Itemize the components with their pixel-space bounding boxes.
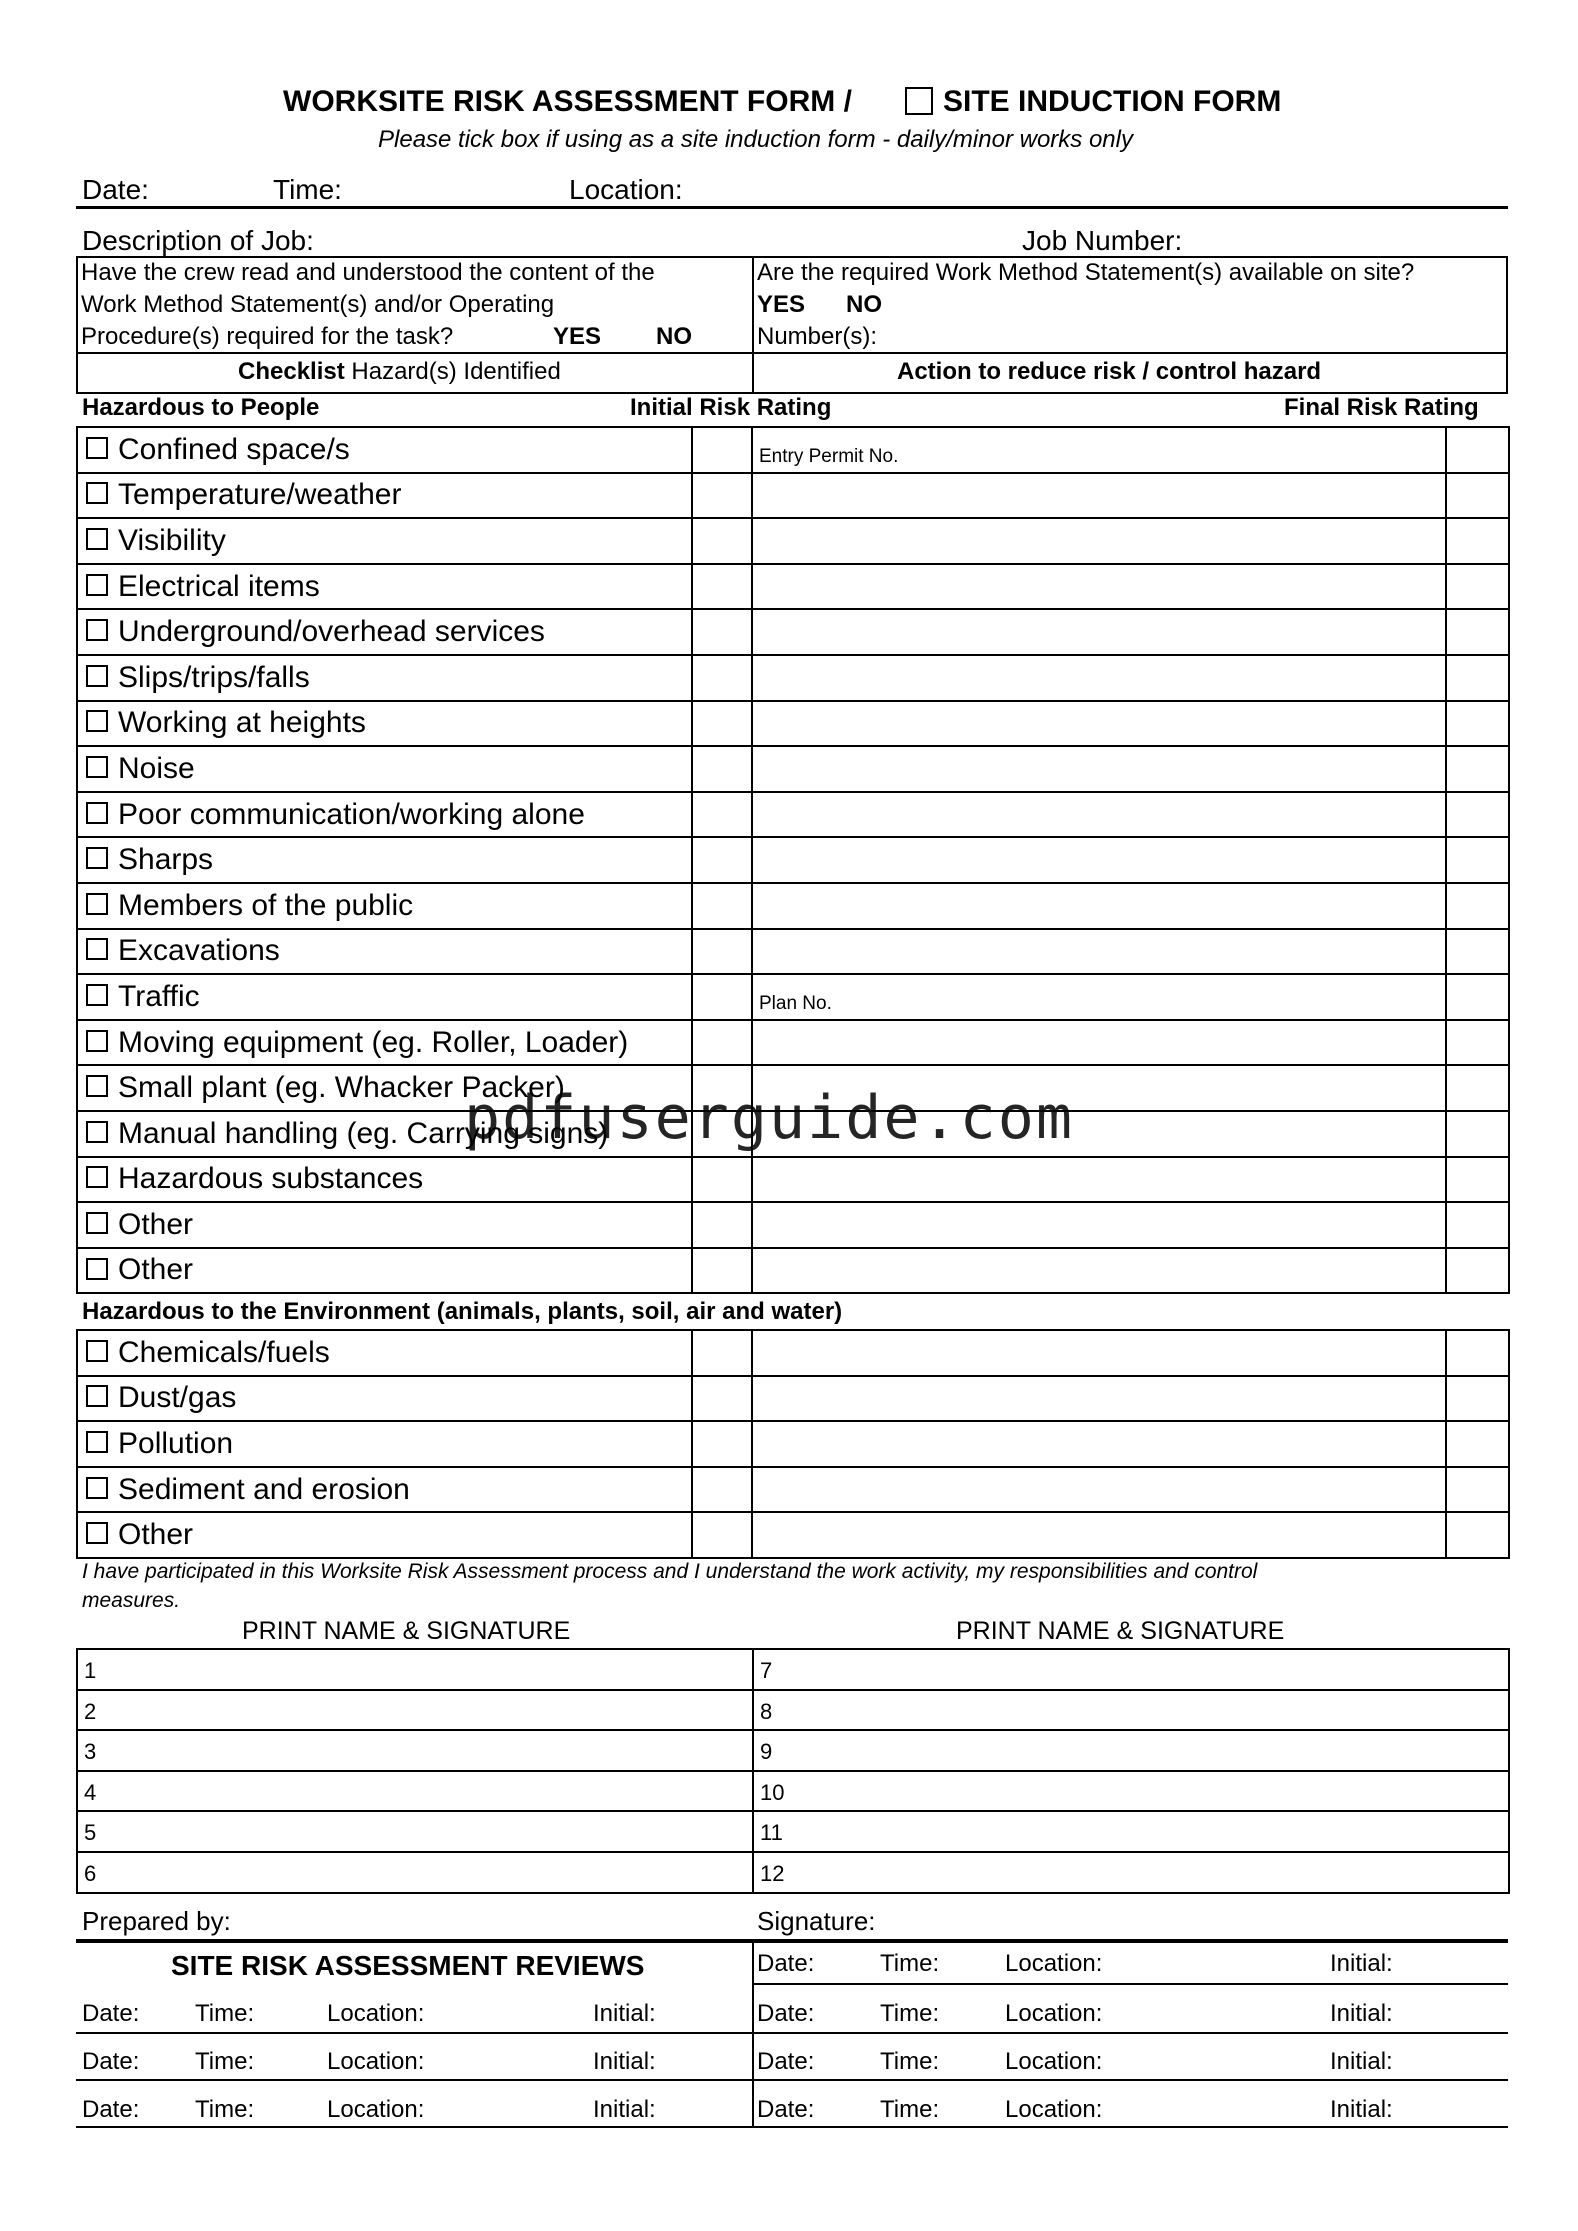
signature-number: 6 [84,1860,97,1886]
review-date-label: Date: [757,2096,815,2123]
env-hazard-checkbox[interactable] [86,1431,108,1453]
env-hazard-checkbox[interactable] [86,1340,108,1362]
review-date-label: Date: [757,2000,815,2027]
signature-row [77,1730,1509,1771]
final-risk-cell[interactable] [1446,609,1509,655]
initial-risk-cell[interactable] [692,655,752,701]
hazard-row [77,746,1509,792]
initial-risk-cell[interactable] [692,427,752,473]
action-cell[interactable] [752,1421,1446,1467]
action-cell[interactable] [752,746,1446,792]
declaration-line-1: I have participated in this Worksite Risk Assessment process and I understand the work activity, my responsibilities and control [82,1560,1258,1583]
action-cell[interactable] [752,974,1446,1020]
env-hazard-label-cell [77,1512,692,1558]
final-risk-cell[interactable] [1446,883,1509,929]
env-hazard-row [77,1376,1509,1422]
hazard-label: Manual handling (eg. Carrying signs) [118,1116,609,1150]
action-cell[interactable] [752,929,1446,975]
initial-risk-cell[interactable] [692,473,752,519]
hazard-checkbox[interactable] [86,938,108,960]
action-cell[interactable] [752,837,1446,883]
crew-no-option[interactable]: NO [656,323,692,350]
action-cell[interactable] [752,883,1446,929]
signature-cell-right[interactable] [753,1649,1509,1690]
action-note: Plan No. [759,993,832,1015]
hazard-checkbox[interactable] [86,437,108,459]
hazard-row [77,1157,1509,1203]
final-risk-cell[interactable] [1446,473,1509,519]
env-hazard-row [77,1330,1509,1376]
final-risk-cell[interactable] [1446,792,1509,838]
declaration-line-2: measures. [82,1589,181,1612]
hazard-label: Visibility [118,523,226,557]
action-cell[interactable] [752,473,1446,519]
hazard-label: Noise [118,751,195,785]
initial-risk-cell[interactable] [692,837,752,883]
time-label: Time: [273,174,342,205]
initial-risk-rating-label: Initial Risk Rating [630,394,832,421]
final-risk-cell[interactable] [1446,1202,1509,1248]
final-risk-cell[interactable] [1446,518,1509,564]
signature-cell-right[interactable] [753,1771,1509,1812]
env-hazard-label: Sediment and erosion [118,1472,410,1506]
final-risk-cell[interactable] [1446,1065,1509,1111]
hazard-row [77,701,1509,747]
hazard-checkbox[interactable] [86,984,108,1006]
print-name-left-label: PRINT NAME & SIGNATURE [242,1617,571,1645]
form-title-left: WORKSITE RISK ASSESSMENT FORM / [283,85,852,118]
initial-risk-cell[interactable] [692,1330,752,1376]
hazard-row [77,427,1509,473]
final-risk-cell[interactable] [1446,1421,1509,1467]
signature-number: 10 [760,1779,785,1805]
action-note: Entry Permit No. [759,446,899,467]
review-initial-label: Initial: [593,2000,656,2027]
hazard-label: Confined space/s [118,432,350,466]
env-hazard-checkbox[interactable] [86,1385,108,1407]
action-cell[interactable] [752,655,1446,701]
hazard-row [77,1202,1509,1248]
signature-number: 11 [760,1820,783,1846]
env-hazard-checkbox[interactable] [86,1522,108,1544]
final-risk-cell[interactable] [1446,655,1509,701]
people-hazards-table [76,426,1510,1294]
signature-number: 12 [760,1860,785,1886]
hazard-checkbox[interactable] [86,528,108,550]
final-risk-cell[interactable] [1446,1467,1509,1513]
final-risk-cell[interactable] [1446,701,1509,747]
hazard-label: Working at heights [118,706,366,740]
signature-cell-right[interactable] [753,1852,1509,1893]
initial-risk-cell[interactable] [692,1376,752,1422]
hazard-row [77,1248,1509,1294]
review-initial-label: Initial: [1330,2000,1393,2027]
wms-no-option[interactable]: NO [846,291,882,318]
hazard-label: Poor communication/working alone [118,797,585,831]
wms-question: Are the required Work Method Statement(s) available on site? [757,259,1415,286]
action-cell[interactable] [752,1376,1446,1422]
hazard-checkbox[interactable] [86,665,108,687]
review-time-label: Time: [880,2000,940,2027]
hazard-checkbox[interactable] [86,1212,108,1234]
review-time-label: Time: [195,2096,255,2123]
divider [76,1939,1508,1943]
hazard-row [77,974,1509,1020]
hazard-label-cell [77,655,692,701]
review-location-label: Location: [1005,2096,1103,2123]
signature-number: 8 [760,1698,773,1724]
crew-question-line-3: Procedure(s) required for the task? [81,323,454,350]
checklist-header-bold: Checklist [238,358,345,385]
review-time-label: Time: [880,2048,940,2075]
action-cell[interactable] [752,564,1446,610]
initial-risk-cell[interactable] [692,974,752,1020]
review-location-label: Location: [1005,1950,1103,1977]
initial-risk-cell[interactable] [692,1421,752,1467]
hazard-label-cell [77,701,692,747]
divider [76,2126,1508,2128]
crew-yes-option[interactable]: YES [553,323,602,350]
divider [76,206,1508,209]
review-initial-label: Initial: [1330,2096,1393,2123]
hazard-checkbox[interactable] [86,710,108,732]
site-induction-checkbox[interactable] [905,87,933,115]
hazard-label-cell [77,974,692,1020]
print-name-right-label: PRINT NAME & SIGNATURE [956,1617,1285,1645]
hazard-checkbox[interactable] [86,802,108,824]
final-risk-cell[interactable] [1446,1330,1509,1376]
signature-cell-left[interactable] [77,1730,753,1771]
env-hazard-row [77,1421,1509,1467]
review-location-label: Location: [327,2096,425,2123]
action-cell[interactable] [752,1202,1446,1248]
divider [752,1983,1508,1985]
action-cell[interactable] [752,1248,1446,1294]
signature-number: 4 [84,1779,97,1805]
initial-risk-cell[interactable] [692,1157,752,1203]
initial-risk-cell[interactable] [692,1020,752,1066]
hazard-label-cell [77,473,692,519]
review-location-label: Location: [327,2048,425,2075]
hazard-checkbox[interactable] [86,1258,108,1280]
hazard-label: Sharps [118,843,214,877]
action-cell[interactable] [752,1467,1446,1513]
hazard-label-cell [77,1020,692,1066]
signature-row [77,1771,1509,1812]
hazard-label: Members of the public [118,888,414,922]
signature-number: 3 [84,1739,97,1765]
hazard-checkbox[interactable] [86,1030,108,1052]
signature-number: 9 [760,1739,773,1765]
review-initial-label: Initial: [593,2048,656,2075]
initial-risk-cell[interactable] [692,792,752,838]
hazard-label-cell [77,1248,692,1294]
hazard-label: Other [118,1207,194,1241]
reviews-title: SITE RISK ASSESSMENT REVIEWS [171,1950,645,1981]
environment-hazards-table [76,1329,1510,1559]
review-date-label: Date: [82,2096,140,2123]
review-date-label: Date: [757,1950,815,1977]
action-cell[interactable] [752,1157,1446,1203]
review-time-label: Time: [195,2048,255,2075]
signature-row [77,1649,1509,1690]
hazard-row [77,792,1509,838]
hazard-label: Traffic [118,979,200,1013]
hazard-checkbox[interactable] [86,756,108,778]
action-cell[interactable] [752,1512,1446,1558]
action-header: Action to reduce risk / control hazard [897,358,1322,385]
hazard-label-cell [77,883,692,929]
review-initial-label: Initial: [1330,1950,1393,1977]
env-hazard-label: Dust/gas [118,1381,237,1415]
final-risk-cell[interactable] [1446,746,1509,792]
hazard-label: Other [118,1253,194,1287]
numbers-label: Number(s): [757,323,878,350]
review-date-label: Date: [82,2048,140,2075]
review-time-label: Time: [195,2000,255,2027]
initial-risk-cell[interactable] [692,564,752,610]
signature-row [77,1811,1509,1852]
hazard-checkbox[interactable] [86,893,108,915]
env-hazard-row [77,1467,1509,1513]
signature-label: Signature: [757,1906,876,1936]
signature-cell-right[interactable] [753,1690,1509,1731]
location-label: Location: [569,174,683,205]
form-subtitle: Please tick box if using as a site induction form - daily/minor works only [378,126,1133,153]
env-hazard-row [77,1512,1509,1558]
hazard-row [77,655,1509,701]
env-hazard-checkbox[interactable] [86,1477,108,1499]
job-number-label: Job Number: [1022,225,1183,256]
initial-risk-cell[interactable] [692,1202,752,1248]
final-risk-cell[interactable] [1446,1157,1509,1203]
prepared-by-label: Prepared by: [82,1906,231,1936]
form-title-right: SITE INDUCTION FORM [943,85,1282,118]
env-hazard-label: Pollution [118,1426,234,1460]
signature-number: 5 [84,1820,97,1846]
hazard-label-cell [77,837,692,883]
action-cell[interactable] [752,1330,1446,1376]
hazard-row [77,518,1509,564]
final-risk-cell[interactable] [1446,427,1509,473]
initial-risk-cell[interactable] [692,609,752,655]
signature-number: 1 [84,1658,97,1683]
initial-risk-cell[interactable] [692,518,752,564]
review-location-label: Location: [1005,2048,1103,2075]
hazard-label-cell [77,518,692,564]
hazard-label: Underground/overhead services [118,615,545,649]
review-date-label: Date: [82,2000,140,2027]
hazard-label: Electrical items [118,569,320,603]
hazard-row [77,883,1509,929]
hazard-label: Hazardous substances [118,1162,424,1196]
hazard-row [77,609,1509,655]
people-section-heading: Hazardous to People [82,394,320,421]
hazard-label: Moving equipment (eg. Roller, Loader) [118,1025,629,1059]
date-label: Date: [82,174,149,205]
hazard-checkbox[interactable] [86,1121,108,1143]
signature-cell-left[interactable] [77,1852,753,1893]
hazard-row [77,837,1509,883]
hazard-row [77,473,1509,519]
env-hazard-label: Chemicals/fuels [118,1335,330,1369]
initial-risk-cell[interactable] [692,883,752,929]
hazard-label-cell [77,609,692,655]
hazard-label-cell [77,564,692,610]
final-risk-cell[interactable] [1446,1248,1509,1294]
divider [76,2032,1508,2034]
hazard-label-cell [77,746,692,792]
review-time-label: Time: [880,2096,940,2123]
crew-question-line-2: Work Method Statement(s) and/or Operating [81,291,555,318]
hazard-checkbox[interactable] [86,1075,108,1097]
env-hazard-label-cell [77,1467,692,1513]
signature-table [76,1648,1510,1894]
signature-row [77,1690,1509,1731]
signature-row [77,1852,1509,1893]
checklist-header-rest: Hazard(s) Identified [344,358,561,385]
signature-number: 2 [84,1698,97,1724]
review-location-label: Location: [1005,2000,1103,2027]
review-time-label: Time: [880,1950,940,1977]
divider [76,2079,1508,2081]
initial-risk-cell[interactable] [692,1248,752,1294]
hazard-label: Excavations [118,934,280,968]
action-cell[interactable] [752,609,1446,655]
final-risk-cell[interactable] [1446,1111,1509,1157]
review-date-label: Date: [757,2048,815,2075]
hazard-checkbox[interactable] [86,619,108,641]
initial-risk-cell[interactable] [692,701,752,747]
hazard-label-cell [77,1202,692,1248]
signature-cell-right[interactable] [753,1730,1509,1771]
hazard-checkbox[interactable] [86,482,108,504]
action-cell[interactable] [752,701,1446,747]
final-risk-rating-label: Final Risk Rating [1284,394,1479,421]
hazard-label: Temperature/weather [118,478,402,512]
review-initial-label: Initial: [593,2096,656,2123]
hazard-label-cell [77,929,692,975]
initial-risk-cell[interactable] [692,1467,752,1513]
final-risk-cell[interactable] [1446,974,1509,1020]
action-cell[interactable] [752,518,1446,564]
signature-cell-left[interactable] [77,1690,753,1731]
action-cell[interactable] [752,792,1446,838]
checklist-header [238,358,561,386]
final-risk-cell[interactable] [1446,929,1509,975]
hazard-row [77,929,1509,975]
signature-cell-left[interactable] [77,1649,753,1690]
hazard-label-cell [77,792,692,838]
signature-cell-left[interactable] [77,1771,753,1812]
signature-number: 7 [760,1658,773,1683]
initial-risk-cell[interactable] [692,929,752,975]
action-cell[interactable] [752,1020,1446,1066]
environment-section-heading: Hazardous to the Environment (animals, plants, soil, air and water) [82,1298,843,1325]
signature-cell-right[interactable] [753,1811,1509,1852]
hazard-label: Slips/trips/falls [118,660,310,694]
env-hazard-label-cell [77,1421,692,1467]
hazard-row [77,1020,1509,1066]
initial-risk-cell[interactable] [692,746,752,792]
final-risk-cell[interactable] [1446,564,1509,610]
initial-risk-cell[interactable] [692,1512,752,1558]
hazard-label-cell [77,427,692,473]
hazard-label: Small plant (eg. Whacker Packer) [118,1071,565,1105]
crew-question-line-1: Have the crew read and understood the content of the [81,259,655,286]
wms-yes-option[interactable]: YES [757,291,806,318]
signature-cell-left[interactable] [77,1811,753,1852]
env-hazard-label-cell [77,1330,692,1376]
review-location-label: Location: [327,2000,425,2027]
watermark: pdfuserguide.com [464,1083,1074,1153]
hazard-checkbox[interactable] [86,574,108,596]
description-label: Description of Job: [82,225,314,256]
final-risk-cell[interactable] [1446,1512,1509,1558]
review-initial-label: Initial: [1330,2048,1393,2075]
hazard-label-cell [77,1157,692,1203]
final-risk-cell[interactable] [1446,1376,1509,1422]
hazard-row [77,564,1509,610]
env-hazard-label: Other [118,1518,194,1552]
final-risk-cell[interactable] [1446,1020,1509,1066]
hazard-checkbox[interactable] [86,1166,108,1188]
env-hazard-label-cell [77,1376,692,1422]
action-cell[interactable] [752,427,1446,473]
divider [752,1941,754,2127]
final-risk-cell[interactable] [1446,837,1509,883]
hazard-checkbox[interactable] [86,847,108,869]
